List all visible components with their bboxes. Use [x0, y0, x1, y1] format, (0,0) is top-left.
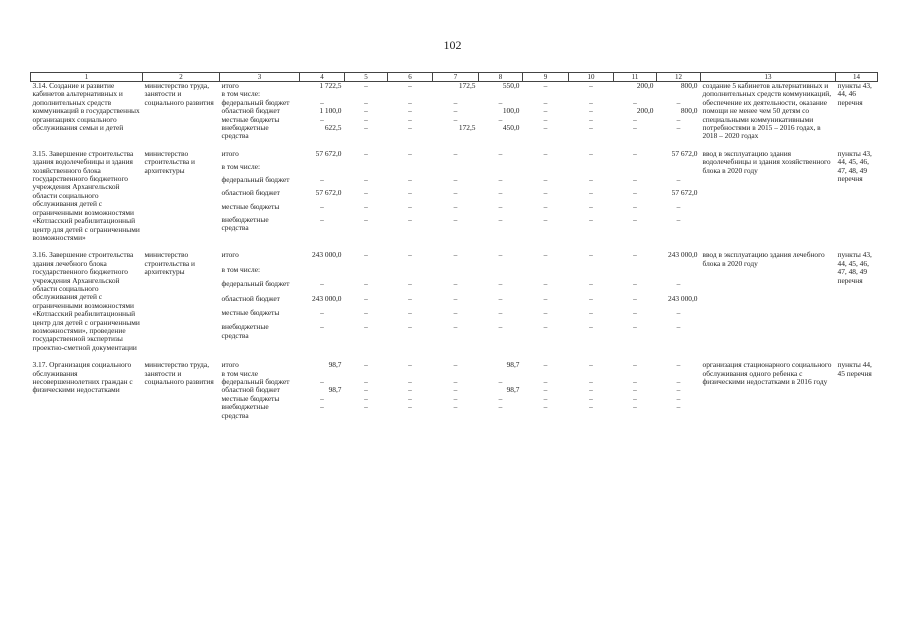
amount-cell: –	[589, 393, 593, 403]
amount-cell: –	[453, 360, 458, 370]
measure-executor: министерство строительства и архитектуры	[144, 250, 196, 277]
column-number: 14	[836, 73, 878, 82]
amount-cell: –	[543, 307, 548, 317]
amount-cell: –	[453, 250, 458, 260]
amount-cell: –	[633, 123, 637, 133]
amount-cell	[388, 266, 433, 280]
amount-cell: 243 000,0	[667, 293, 698, 303]
page-number: 102	[443, 38, 462, 52]
amount-cell	[657, 266, 701, 280]
amount-cell: –	[676, 201, 681, 211]
amount-cell: –	[633, 250, 637, 260]
amount-cell: –	[543, 402, 548, 412]
amount-cell: –	[320, 175, 324, 185]
amount-cell: –	[364, 293, 368, 303]
amount-cell	[300, 266, 345, 280]
amount-cell: –	[408, 106, 412, 116]
amount-cell: –	[633, 97, 637, 107]
funding-source-label: в том числе	[221, 368, 258, 378]
funding-source-label: местные бюджеты	[221, 307, 280, 317]
amount-cell: –	[589, 377, 593, 386]
amount-cell: –	[543, 81, 548, 90]
amount-cell: –	[633, 322, 637, 332]
amount-cell: –	[633, 114, 637, 124]
amount-cell: –	[498, 114, 503, 124]
measure-row	[31, 251, 878, 265]
amount-cell: –	[408, 188, 412, 198]
amount-cell: –	[498, 201, 503, 211]
amount-cell: –	[408, 175, 412, 185]
amount-cell: –	[498, 148, 503, 158]
amount-cell: –	[320, 201, 324, 211]
amount-cell: –	[589, 81, 593, 90]
amount-cell: –	[364, 81, 368, 90]
column-number: 9	[523, 73, 569, 82]
amount-cell: –	[589, 214, 593, 224]
amount-cell: –	[453, 97, 458, 107]
measure-name: 3.14. Создание и развитие кабинетов альтернативных и дополнительных средств коммуникаций в государственных организациях социального обслуживания семьи и детей	[32, 81, 140, 133]
funding-source-label: итого	[221, 81, 239, 90]
amount-cell: –	[589, 188, 593, 198]
amount-cell: –	[676, 123, 681, 133]
amount-cell: –	[408, 97, 412, 107]
amount-cell: –	[589, 97, 593, 107]
amount-cell: –	[543, 377, 548, 386]
amount-cell: –	[589, 106, 593, 116]
amount-cell: –	[408, 201, 412, 211]
amount-cell: 1 100,0	[319, 106, 342, 116]
amount-cell: –	[408, 114, 412, 124]
measure-executor: министерство строительства и архитектуры	[144, 148, 196, 175]
amount-cell: –	[320, 307, 324, 317]
funding-source-label: внебюджетные средства	[221, 123, 269, 141]
funding-source-label: в том числе:	[221, 89, 261, 99]
amount-cell: 200,0	[636, 106, 654, 116]
measure-executor: министерство труда, занятости и социального развития	[144, 360, 214, 386]
amount-cell: –	[543, 148, 548, 158]
amount-cell: –	[408, 307, 412, 317]
amount-cell: –	[408, 81, 412, 90]
amount-cell: –	[543, 293, 548, 303]
amount-cell: –	[408, 250, 412, 260]
amount-cell: –	[676, 279, 681, 289]
amount-cell: –	[589, 279, 593, 289]
column-number: 4	[300, 73, 345, 82]
funding-source-label: федеральный бюджет	[221, 175, 290, 185]
funding-source-label: итого	[221, 148, 239, 158]
program-table-sheet	[30, 72, 877, 420]
amount-cell: 98,7	[506, 385, 520, 395]
column-number: 3	[220, 73, 300, 82]
amount-cell: –	[408, 322, 412, 332]
amount-cell: –	[543, 393, 548, 403]
amount-cell: –	[364, 175, 368, 185]
amount-cell: –	[676, 377, 681, 386]
amount-cell	[345, 266, 388, 280]
program-measures-table	[30, 72, 878, 420]
amount-cell: 800,0	[680, 106, 698, 116]
amount-cell: –	[364, 148, 368, 158]
amount-cell: –	[589, 307, 593, 317]
amount-cell: –	[408, 385, 412, 395]
expected-result: создание 5 кабинетов альтернативных и дополнительных средств коммуникаций, обеспечение их деятельности, оказание помощи не менее чем 50 детям со специальными коммуникативными потребностями в 2015 – 2016 годах, в 2018 – 2020 годах	[702, 81, 832, 141]
amount-cell: –	[453, 402, 458, 412]
amount-cell: –	[364, 385, 368, 395]
amount-cell: –	[633, 293, 637, 303]
amount-cell: –	[633, 360, 637, 370]
amount-cell: –	[498, 188, 503, 198]
amount-cell	[614, 266, 657, 280]
amount-cell: –	[364, 279, 368, 289]
funding-source-label: в том числе:	[221, 162, 261, 172]
funding-source-label: областной бюджет	[221, 106, 280, 116]
amount-cell: –	[364, 377, 368, 386]
funding-source-label: федеральный бюджет	[221, 279, 290, 289]
amount-cell: –	[408, 214, 412, 224]
amount-cell: –	[498, 214, 503, 224]
amount-cell: –	[543, 322, 548, 332]
amount-cell: –	[633, 201, 637, 211]
amount-cell: 622,5	[324, 123, 342, 133]
amount-cell: –	[364, 201, 368, 211]
amount-cell: –	[543, 250, 548, 260]
amount-cell: –	[453, 393, 458, 403]
amount-cell: –	[676, 114, 681, 124]
indicator-reference: пункты 43, 44, 45, 46, 47, 48, 49 перечня	[837, 148, 872, 184]
amount-cell: –	[633, 307, 637, 317]
column-number: 11	[614, 73, 657, 82]
amount-cell: –	[364, 97, 368, 107]
amount-cell	[569, 266, 614, 280]
indicator-reference: пункты 43, 44, 46 перечня	[837, 81, 872, 107]
amount-cell: 200,0	[636, 81, 654, 90]
amount-cell: –	[676, 214, 681, 224]
amount-cell: –	[364, 123, 368, 133]
amount-cell: –	[589, 293, 593, 303]
column-number: 1	[31, 73, 143, 82]
amount-cell: –	[453, 307, 458, 317]
column-number: 13	[701, 73, 836, 82]
amount-cell: –	[364, 114, 368, 124]
funding-source-label: федеральный бюджет	[221, 97, 290, 107]
measure-name: 3.17. Организация социального обслуживания несовершеннолетних граждан с физическими недостатками	[32, 360, 133, 395]
amount-cell: –	[408, 377, 412, 386]
funding-source-label: областной бюджет	[221, 188, 280, 198]
measure-name: 3.15. Завершение строительства здания водолечебницы и здания хозяйственного блока государственного бюджетного учреждения Архангельской области социального обслуживания детей с ограниченными возможностями «Котласский реабилитационный центр для детей с ограниченными возможностями»	[32, 148, 140, 242]
amount-cell: –	[633, 393, 637, 403]
amount-cell: –	[320, 97, 324, 107]
amount-cell: –	[633, 214, 637, 224]
amount-cell: –	[543, 201, 548, 211]
amount-cell: –	[589, 148, 593, 158]
funding-source-label: областной бюджет	[221, 293, 280, 303]
amount-cell: 1 722,5	[319, 81, 342, 90]
amount-cell: 243 000,0	[667, 250, 698, 260]
amount-cell: –	[633, 188, 637, 198]
amount-cell	[433, 266, 479, 280]
amount-cell: –	[633, 377, 637, 386]
amount-cell: –	[543, 123, 548, 133]
amount-cell: –	[364, 307, 368, 317]
amount-cell: 243 000,0	[311, 293, 342, 303]
funding-source-label: внебюджетные средства	[221, 322, 269, 340]
amount-cell: 100,0	[502, 106, 520, 116]
amount-cell: –	[498, 293, 503, 303]
amount-cell: –	[589, 322, 593, 332]
amount-cell: 98,7	[506, 360, 520, 370]
amount-cell: –	[676, 360, 681, 370]
amount-cell: –	[453, 293, 458, 303]
measure-row	[31, 150, 878, 163]
amount-cell: 800,0	[680, 81, 698, 90]
measure-name: 3.16. Завершение строительства здания лечебного блока государственного бюджетного учреждения Архангельской области социального обслуживания детей с ограниченными возможностями «Котласский реабилитационный центр для детей с ограниченными возможностями», проведение государственной экспертизы проектно-сметной документации	[32, 250, 140, 352]
column-number: 7	[433, 73, 479, 82]
column-number: 5	[345, 73, 388, 82]
amount-cell: –	[364, 402, 368, 412]
amount-cell: –	[543, 360, 548, 370]
funding-source-label: местные бюджеты	[221, 393, 280, 403]
amount-cell: –	[364, 250, 368, 260]
amount-cell: –	[408, 279, 412, 289]
amount-cell: –	[543, 97, 548, 107]
amount-cell: –	[543, 214, 548, 224]
amount-cell: 243 000,0	[311, 250, 342, 260]
column-number: 6	[388, 73, 433, 82]
amount-cell: –	[408, 123, 412, 133]
amount-cell: 98,7	[328, 385, 342, 395]
amount-cell: –	[589, 250, 593, 260]
amount-cell: –	[676, 402, 681, 412]
amount-cell: –	[498, 322, 503, 332]
amount-cell: 98,7	[328, 360, 342, 370]
amount-cell: –	[364, 188, 368, 198]
amount-cell: 550,0	[502, 81, 520, 90]
amount-cell: –	[589, 360, 593, 370]
amount-cell: –	[633, 385, 637, 395]
amount-cell: –	[453, 322, 458, 332]
amount-cell: –	[408, 293, 412, 303]
amount-cell: –	[498, 175, 503, 185]
amount-cell: –	[633, 402, 637, 412]
amount-cell: –	[589, 175, 593, 185]
amount-cell: –	[589, 114, 593, 124]
amount-cell: –	[633, 175, 637, 185]
funding-source-label: итого	[221, 360, 239, 370]
amount-cell: –	[453, 188, 458, 198]
amount-cell: 57 672,0	[671, 188, 698, 198]
amount-cell: –	[633, 279, 637, 289]
amount-cell: –	[408, 393, 412, 403]
column-number: 10	[569, 73, 614, 82]
amount-cell: 57 672,0	[671, 148, 698, 158]
amount-cell: –	[364, 322, 368, 332]
amount-cell: –	[633, 148, 637, 158]
funding-source-label: федеральный бюджет	[221, 377, 290, 386]
amount-cell: 57 672,0	[315, 148, 342, 158]
funding-source-label: внебюджетные средства	[221, 402, 269, 420]
amount-cell: –	[589, 201, 593, 211]
amount-cell: –	[453, 201, 458, 211]
amount-cell: –	[543, 114, 548, 124]
column-number: 12	[657, 73, 701, 82]
expected-result: ввод в эксплуатацию здания водолечебницы и здания хозяйственного блока в 2020 году	[702, 148, 831, 175]
indicator-reference: пункты 44, 45 перечня	[837, 360, 872, 378]
measure-row	[31, 82, 878, 91]
column-number: 2	[143, 73, 220, 82]
funding-source-label: местные бюджеты	[221, 114, 280, 124]
amount-cell: –	[320, 393, 324, 403]
amount-cell: –	[408, 148, 412, 158]
amount-cell: –	[498, 307, 503, 317]
amount-cell: –	[543, 279, 548, 289]
amount-cell: –	[543, 175, 548, 185]
expected-result: ввод в эксплуатацию здания лечебного блока в 2020 году	[702, 250, 825, 268]
indicator-reference: пункты 43, 44, 45, 46, 47, 48, 49 перечня	[837, 250, 872, 285]
amount-cell: –	[320, 322, 324, 332]
amount-cell: –	[320, 377, 324, 386]
amount-cell: –	[364, 393, 368, 403]
amount-cell: –	[589, 385, 593, 395]
expected-result: организация стационарного социального обслуживания одного ребенка с физическими недостатками в 2016 году	[702, 360, 832, 386]
column-number: 8	[479, 73, 523, 82]
amount-cell: –	[453, 214, 458, 224]
amount-cell: –	[453, 279, 458, 289]
amount-cell: –	[364, 214, 368, 224]
amount-cell: –	[543, 385, 548, 395]
amount-cell: –	[453, 175, 458, 185]
funding-source-label: местные бюджеты	[221, 201, 280, 211]
measure-row	[31, 361, 878, 369]
amount-cell: –	[453, 385, 458, 395]
amount-cell: –	[589, 402, 593, 412]
amount-cell: –	[676, 307, 681, 317]
amount-cell: –	[676, 97, 681, 107]
amount-cell: –	[320, 279, 324, 289]
funding-source-label: внебюджетные средства	[221, 214, 269, 233]
amount-cell: –	[543, 106, 548, 116]
funding-source-label: областной бюджет	[221, 385, 280, 395]
amount-cell: –	[453, 114, 458, 124]
amount-cell: 57 672,0	[315, 188, 342, 198]
amount-cell: –	[408, 360, 412, 370]
amount-cell: –	[498, 279, 503, 289]
amount-cell: 172,5	[458, 81, 476, 90]
amount-cell: –	[453, 148, 458, 158]
amount-cell: –	[498, 377, 503, 386]
amount-cell: –	[320, 214, 324, 224]
amount-cell	[479, 266, 523, 280]
amount-cell: –	[676, 322, 681, 332]
amount-cell: –	[320, 114, 324, 124]
amount-cell: –	[320, 402, 324, 412]
amount-cell: 450,0	[502, 123, 520, 133]
amount-cell: –	[364, 360, 368, 370]
amount-cell: –	[676, 175, 681, 185]
amount-cell: 172,5	[458, 123, 476, 133]
amount-cell: –	[364, 106, 368, 116]
measure-executor: министерство труда, занятости и социального развития	[144, 81, 214, 107]
amount-cell: –	[498, 97, 503, 107]
amount-cell: –	[498, 250, 503, 260]
amount-cell: –	[543, 188, 548, 198]
amount-cell: –	[408, 402, 412, 412]
amount-cell: –	[498, 393, 503, 403]
amount-cell: –	[676, 393, 681, 403]
amount-cell: –	[676, 385, 681, 395]
amount-cell: –	[453, 377, 458, 386]
amount-cell: –	[498, 402, 503, 412]
amount-cell	[523, 266, 569, 280]
amount-cell: –	[453, 106, 458, 116]
funding-source-label: в том числе:	[221, 264, 261, 274]
amount-cell: –	[589, 123, 593, 133]
funding-source-label: итого	[221, 250, 239, 260]
